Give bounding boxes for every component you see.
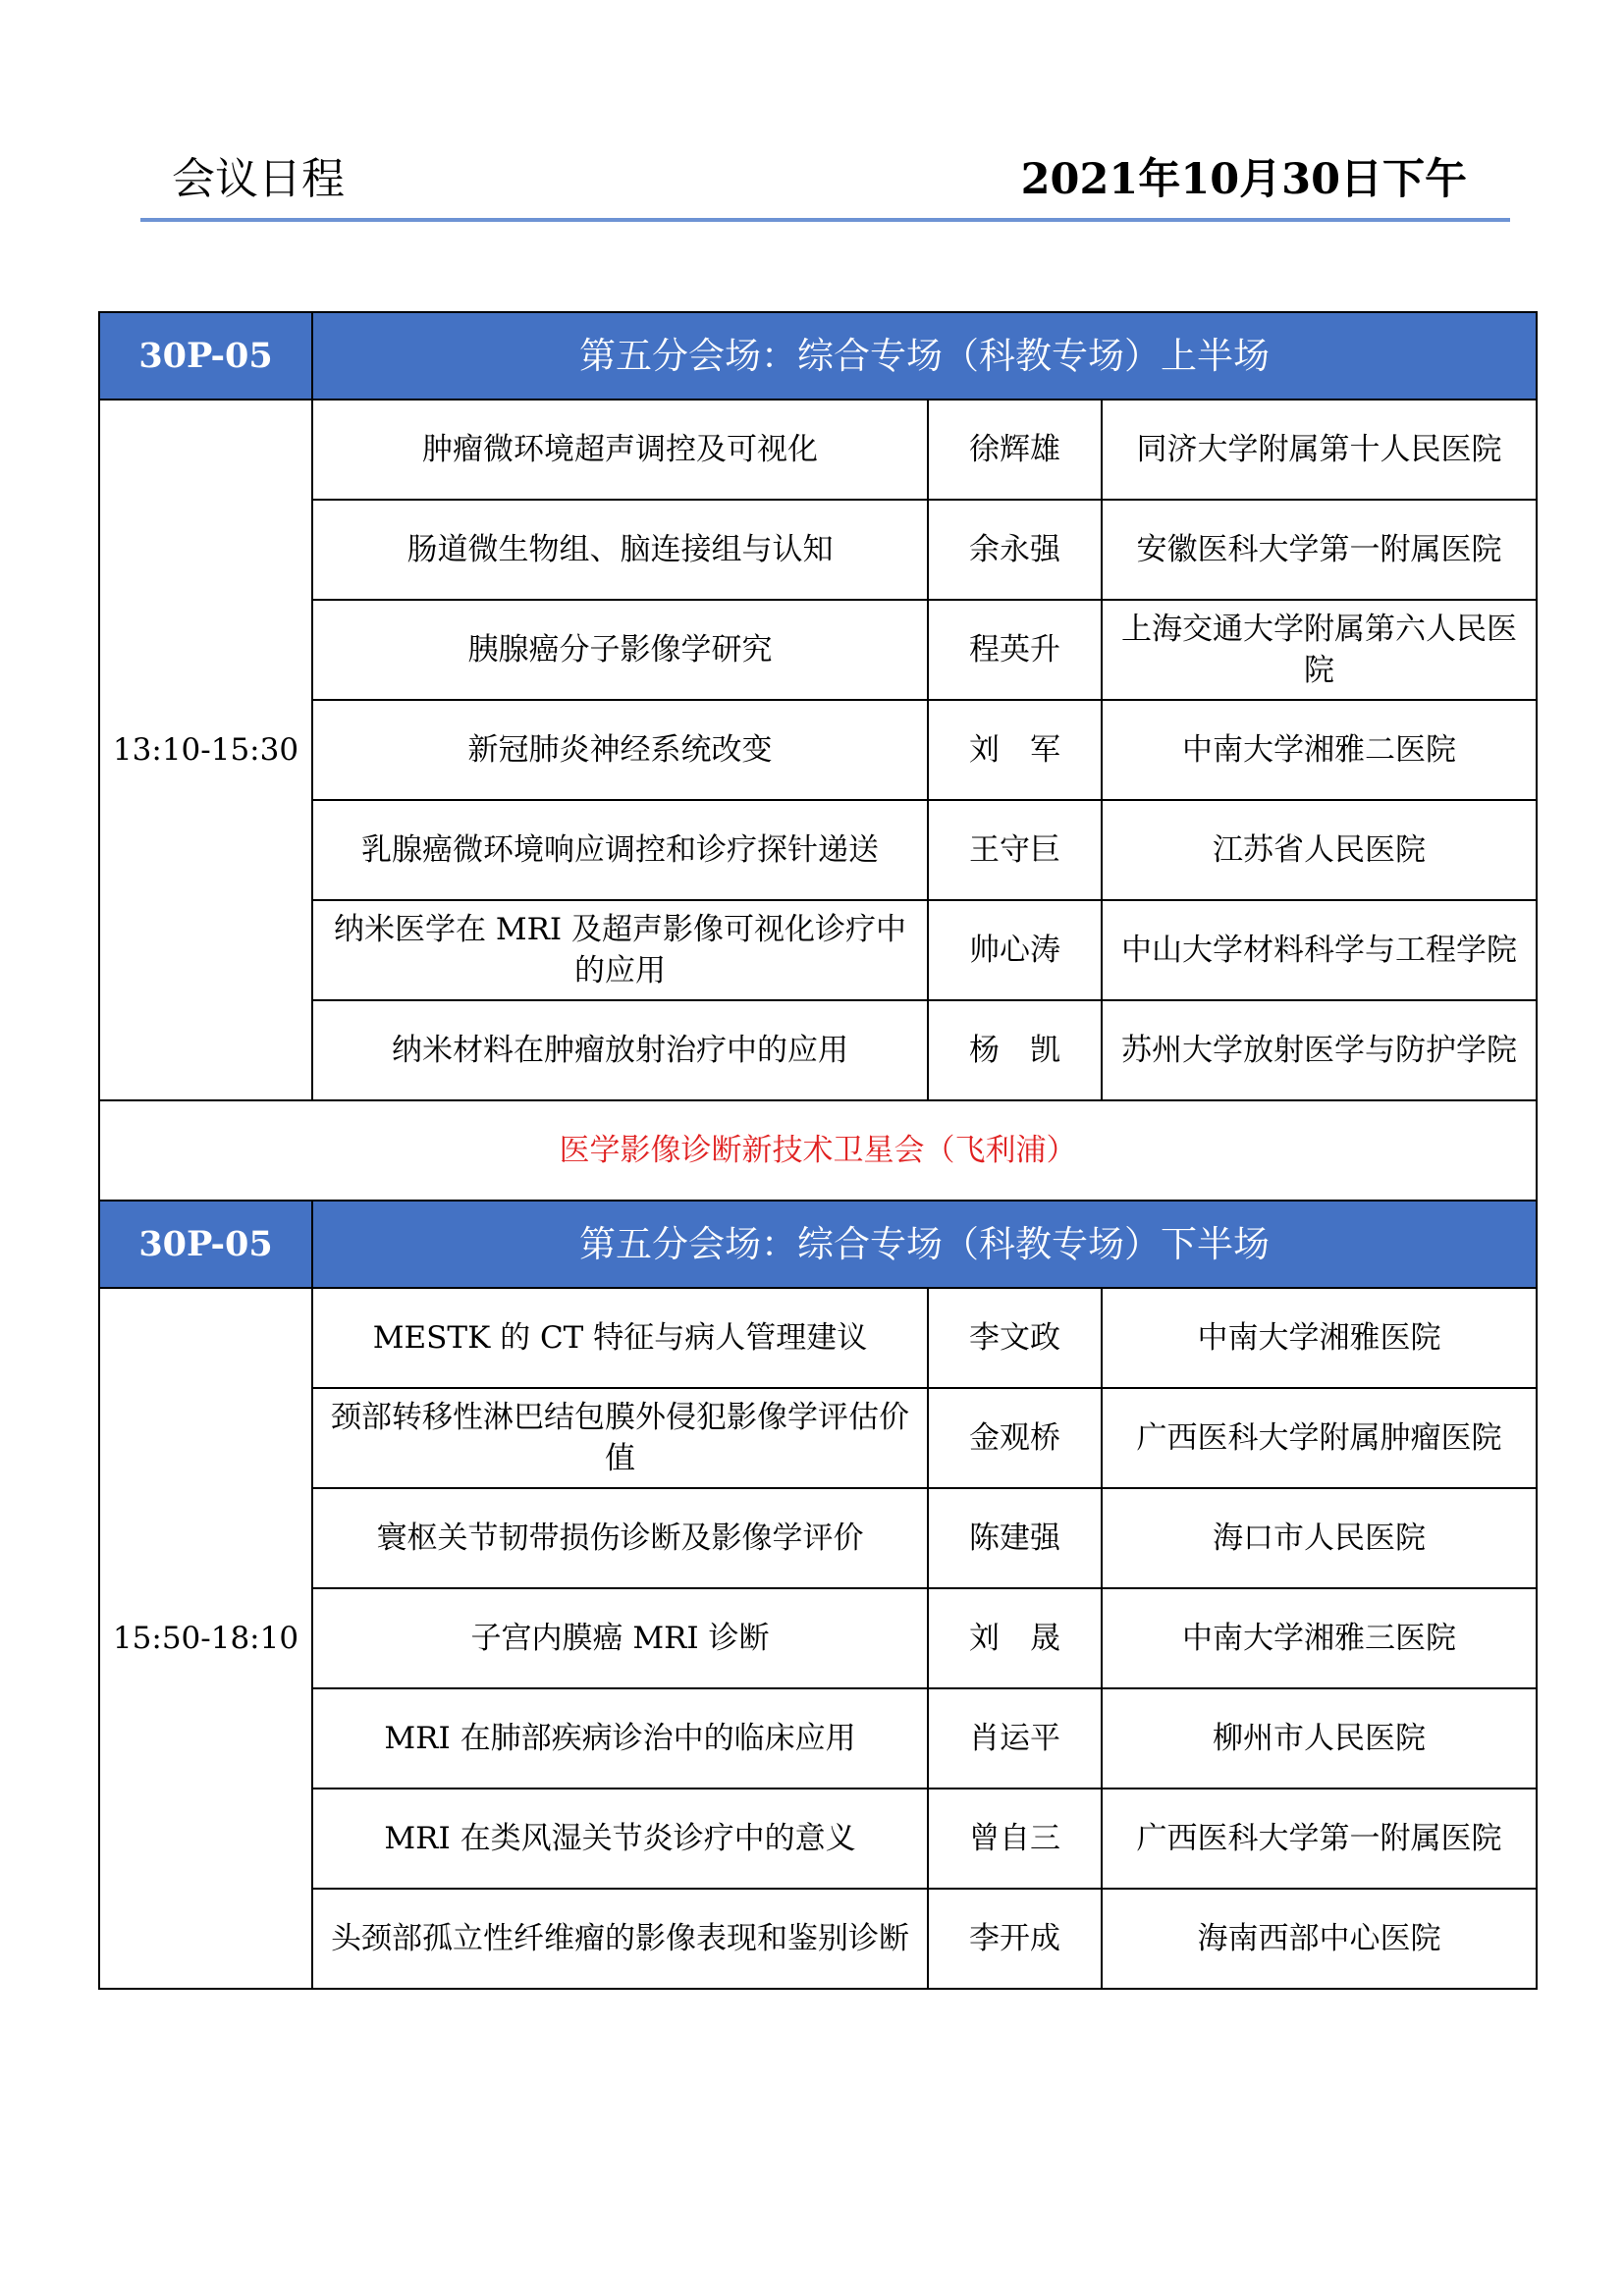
table-row (99, 1288, 1537, 1388)
talk-topic: 肠道微生物组、脑连接组与认知 (312, 500, 928, 600)
page-title: 会议日程 (172, 154, 345, 204)
table-row (99, 1889, 1537, 1989)
session-title: 第五分会场：综合专场（科教专场）上半场 (312, 312, 1537, 400)
talk-institution: 上海交通大学附属第六人民医院 (1102, 600, 1537, 700)
talk-speaker: 刘 晟 (928, 1588, 1102, 1688)
session-time: 15:50-18:10 (99, 1288, 312, 1989)
talk-institution: 柳州市人民医院 (1102, 1688, 1537, 1789)
session-code: 30P-05 (99, 312, 312, 400)
talk-topic: 纳米医学在 MRI 及超声影像可视化诊疗中的应用 (312, 900, 928, 1000)
schedule-date: 2021年10月30日下午 (1020, 155, 1467, 204)
schedule-table (98, 311, 1538, 1990)
table-row (99, 1388, 1537, 1488)
talk-topic: 纳米材料在肿瘤放射治疗中的应用 (312, 1000, 928, 1100)
talk-speaker: 陈建强 (928, 1488, 1102, 1588)
satellite-row (99, 1100, 1537, 1201)
table-row (99, 800, 1537, 900)
talk-institution: 江苏省人民医院 (1102, 800, 1537, 900)
talk-speaker: 刘 军 (928, 700, 1102, 800)
session-code: 30P-05 (99, 1201, 312, 1288)
talk-topic: 颈部转移性淋巴结包膜外侵犯影像学评估价值 (312, 1388, 928, 1488)
talk-institution: 中山大学材料科学与工程学院 (1102, 900, 1537, 1000)
talk-topic: 头颈部孤立性纤维瘤的影像表现和鉴别诊断 (312, 1889, 928, 1989)
talk-speaker: 李文政 (928, 1288, 1102, 1388)
talk-speaker: 徐辉雄 (928, 400, 1102, 500)
talk-institution: 中南大学湘雅三医院 (1102, 1588, 1537, 1688)
talk-speaker: 余永强 (928, 500, 1102, 600)
session-header (99, 1201, 1537, 1288)
talk-speaker: 王守巨 (928, 800, 1102, 900)
table-row (99, 1588, 1537, 1688)
talk-speaker: 程英升 (928, 600, 1102, 700)
table-row (99, 900, 1537, 1000)
talk-topic: MRI 在肺部疾病诊治中的临床应用 (312, 1688, 928, 1789)
talk-institution: 苏州大学放射医学与防护学院 (1102, 1000, 1537, 1100)
talk-topic: 寰枢关节韧带损伤诊断及影像学评价 (312, 1488, 928, 1588)
talk-institution: 中南大学湘雅医院 (1102, 1288, 1537, 1388)
talk-speaker: 肖运平 (928, 1688, 1102, 1789)
talk-speaker: 曾自三 (928, 1789, 1102, 1889)
talk-institution: 海口市人民医院 (1102, 1488, 1537, 1588)
talk-institution: 广西医科大学第一附属医院 (1102, 1789, 1537, 1889)
talk-institution: 广西医科大学附属肿瘤医院 (1102, 1388, 1537, 1488)
talk-speaker: 李开成 (928, 1889, 1102, 1989)
talk-speaker: 杨 凯 (928, 1000, 1102, 1100)
table-row (99, 1789, 1537, 1889)
talk-topic: 乳腺癌微环境响应调控和诊疗探针递送 (312, 800, 928, 900)
talk-topic: MESTK 的 CT 特征与病人管理建议 (312, 1288, 928, 1388)
satellite-meeting: 医学影像诊断新技术卫星会（飞利浦） (99, 1100, 1537, 1201)
talk-topic: MRI 在类风湿关节炎诊疗中的意义 (312, 1789, 928, 1889)
session-time: 13:10-15:30 (99, 400, 312, 1100)
talk-institution: 同济大学附属第十人民医院 (1102, 400, 1537, 500)
table-row (99, 700, 1537, 800)
page-header (140, 147, 1510, 222)
talk-institution: 海南西部中心医院 (1102, 1889, 1537, 1989)
talk-institution: 安徽医科大学第一附属医院 (1102, 500, 1537, 600)
table-row (99, 1488, 1537, 1588)
session-header (99, 312, 1537, 400)
talk-topic: 新冠肺炎神经系统改变 (312, 700, 928, 800)
talk-topic: 肿瘤微环境超声调控及可视化 (312, 400, 928, 500)
table-row (99, 500, 1537, 600)
table-row (99, 400, 1537, 500)
session-title: 第五分会场：综合专场（科教专场）下半场 (312, 1201, 1537, 1288)
talk-topic: 胰腺癌分子影像学研究 (312, 600, 928, 700)
table-row (99, 600, 1537, 700)
talk-topic: 子宫内膜癌 MRI 诊断 (312, 1588, 928, 1688)
table-row (99, 1688, 1537, 1789)
table-row (99, 1000, 1537, 1100)
talk-speaker: 金观桥 (928, 1388, 1102, 1488)
talk-speaker: 帅心涛 (928, 900, 1102, 1000)
talk-institution: 中南大学湘雅二医院 (1102, 700, 1537, 800)
